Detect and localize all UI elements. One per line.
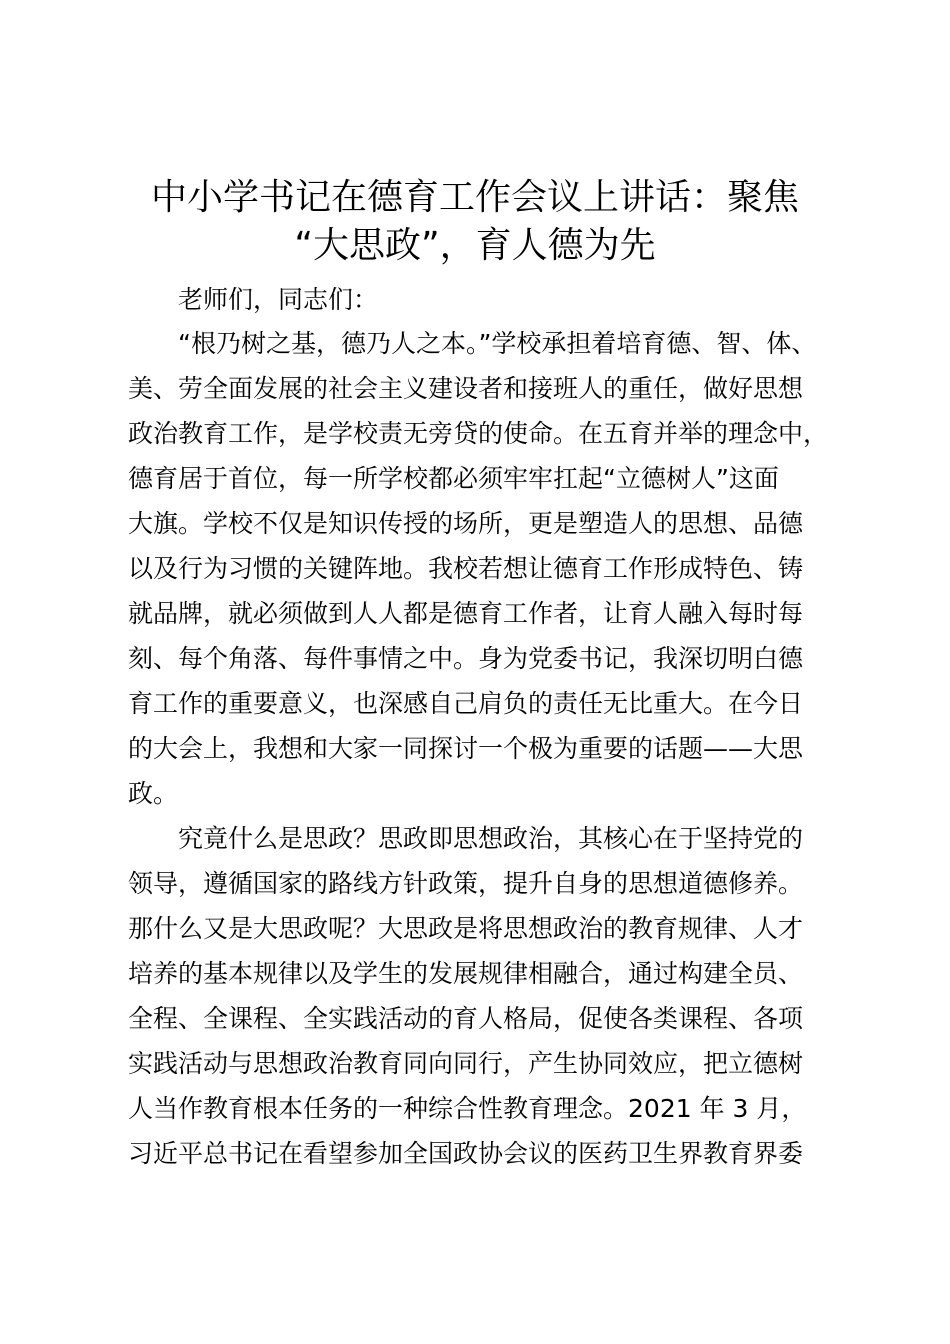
paragraph-2-line: 培养的基本规律以及学生的发展规律相融合，通过构建全员、 [128, 959, 804, 988]
paragraph-1-line: 就品牌，就必须做到人人都是德育工作者，让育人融入每时每 [128, 599, 804, 628]
salutation: 老师们，同志们： [178, 285, 379, 314]
paragraph-1-line: 以及行为习惯的关键阵地。我校若想让德育工作形成特色、铸 [128, 554, 804, 583]
paragraph-1-line: 大旗。学校不仅是知识传授的场所，更是塑造人的思想、品德 [128, 509, 804, 538]
paragraph-1-line: 刻、每个角落、每件事情之中。身为党委书记，我深切明白德 [128, 644, 804, 673]
paragraph-2-line: 全程、全课程、全实践活动的育人格局，促使各类课程、各项 [128, 1004, 804, 1033]
paragraph-2-line: 那什么又是大思政呢？大思政是将思想政治的教育规律、人才 [128, 914, 804, 943]
paragraph-1-line: 政治教育工作，是学校责无旁贷的使命。在五育并举的理念中， [128, 419, 829, 448]
title-line-1: 中小学书记在德育工作会议上讲话：聚焦 [150, 177, 799, 218]
paragraph-2-line: 领导，遵循国家的路线方针政策，提升自身的思想道德修养。 [128, 869, 804, 898]
paragraph-1-line: 美、劳全面发展的社会主义建设者和接班人的重任，做好思想 [128, 374, 804, 403]
paragraph-1-line: “根乃树之基，德乃人之本。”学校承担着培育德、智、体、 [178, 329, 817, 358]
paragraph-2-line: 习近平总书记在看望参加全国政协会议的医药卫生界教育界委 [128, 1139, 804, 1168]
paragraph-1-line: 育工作的重要意义，也深感自己肩负的责任无比重大。在今日 [128, 689, 804, 718]
paragraph-2-line: 实践活动与思想政治教育同向同行，产生协同效应，把立德树 [128, 1049, 804, 1078]
paragraph-2-line: 人当作教育根本任务的一种综合性教育理念。2021 年 3 月， [128, 1094, 807, 1123]
title-line-2: “大思政”，育人德为先 [294, 225, 656, 266]
paragraph-2-line: 究竟什么是思政？思政即思想政治，其核心在于坚持党的 [178, 824, 804, 853]
paragraph-1-line: 德育居于首位，每一所学校都必须牢牢扛起“立德树人”这面 [128, 464, 779, 493]
paragraph-1-line: 政。 [128, 779, 179, 808]
paragraph-1-line: 的大会上，我想和大家一同探讨一个极为重要的话题——大思 [128, 734, 804, 763]
